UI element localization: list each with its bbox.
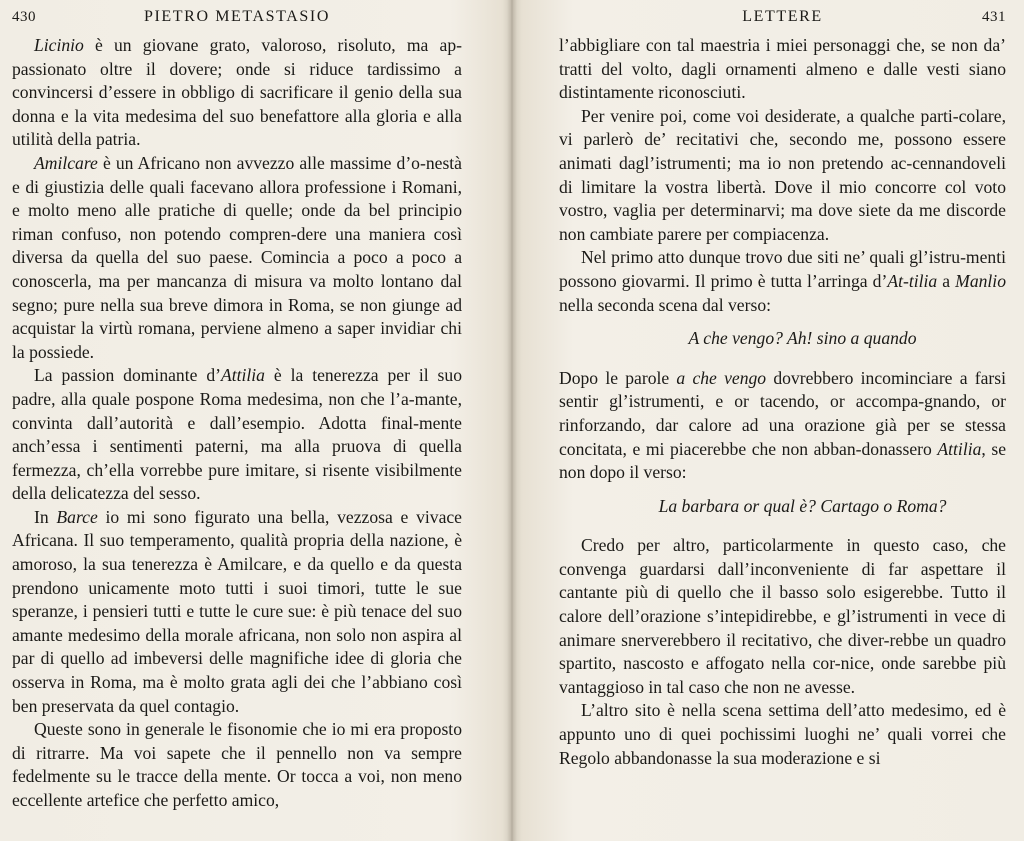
text-run: dovrebbero incominciare a farsi sentir gl’istrumenti, e or tacendo, or accompa-gnando, or rinforzando, dar calore ad una orazione già per se stessa concitata, e mi piacerebbe che non abban-donassero	[559, 367, 1006, 459]
paragraph	[559, 534, 1006, 699]
left-body-text	[12, 34, 462, 813]
text-run: , se non dopo il verso:	[559, 438, 1007, 483]
text-run: l’abbigliare con tal maestria i miei personaggi che, se non da’ tratti del volto, dagli ornamenti almeno e dalle vesti siano distintamente riconosciuti.	[559, 35, 1006, 103]
right-running-head	[559, 0, 1006, 34]
verse-quote: A che vengo? Ah! sino a quando	[688, 328, 917, 349]
paragraph	[12, 364, 462, 506]
left-page-number: 430	[12, 9, 36, 25]
text-run: La passion dominante d’	[34, 365, 221, 386]
italic-text: Manlio	[955, 270, 1006, 291]
text-run: nella seconda scena dal verso:	[559, 294, 772, 315]
paragraph	[12, 34, 462, 152]
right-page	[512, 0, 1024, 841]
right-body-text	[559, 34, 1006, 770]
text-run: Nel primo atto dunque trovo due siti ne’ quali gl’istru-menti possono giovarmi. Il primo è tutta l’arringa d’	[559, 247, 1006, 291]
italic-text: Amilcare	[34, 152, 98, 173]
paragraph	[12, 152, 462, 364]
right-running-title: LETTERE	[742, 8, 823, 25]
paragraph	[12, 506, 462, 718]
italic-text: Attilia	[220, 365, 265, 386]
text-run: Per venire poi, come voi desiderate, a qualche parti-colare, vi parlerò de’ recitativi che, secondo me, possono essere animati dagl’istrumenti; ma io non pretendo ac-cennandoveli di limitare la vostra libertà. Dove il mio concorre col voto vostro, vaglia per determinarvi; ma dove siete da me discorde non cambiate parere per compiacenza.	[559, 105, 1006, 244]
italic-text: Attilia	[937, 438, 982, 459]
verse-quote: La barbara or qual è? Cartago o Roma?	[658, 495, 947, 516]
text-run: In	[34, 506, 57, 527]
text-run: Dopo le parole	[559, 367, 677, 388]
text-run: è la tenerezza per il suo padre, alla quale pospone Roma medesima, non che l’a-mante, convinta dall’autorità e dall’esempio. Adotta final-mente anch’essa i sentimenti paterni, ma alla pruova di quella fermezza, ch’ella vorrebbe pure imitare, si risente visibilmente della delicatezza del sesso.	[12, 365, 462, 504]
italic-text: At-tilia	[887, 270, 938, 291]
italic-text: Barce	[56, 506, 98, 527]
text-run: Queste sono in generale le fisonomie che io mi era proposto di ritrarre. Ma voi sapete che il pennello non va sempre fedelmente su le tracce della mente. Or tocca a voi, non meno eccellente artefice che perfetto amico,	[12, 719, 462, 810]
left-running-title: PIETRO METASTASIO	[144, 8, 330, 25]
paragraph	[559, 367, 1006, 485]
paragraph	[559, 699, 1006, 770]
italic-text: a che vengo	[676, 367, 767, 388]
italic-text: Licinio	[34, 35, 84, 55]
paragraph	[559, 105, 1006, 247]
paragraph	[12, 718, 462, 812]
right-page-number: 431	[982, 9, 1006, 25]
text-run: è un giovane grato, valoroso, risoluto, ma ap-passionato oltre il dovere; onde si riduce tardissimo a convincersi d’essere in obbligo di sacrificare il genio della sua donna e la vita medesima del suo benefattore alla gloria e alla utilità della patria.	[12, 35, 462, 150]
text-run: a	[937, 270, 956, 291]
text-run: io mi sono figurato una bella, vezzosa e vivace Africana. Il suo temperamento, qualità propria della nazione, è amoroso, la sua tenerezza è Amilcare, e da quello e da questa prendono unicamente moto tutti i suoi timori, tutte le sue speranze, i pensieri tutti e tutte le cure sue: è più tenace del suo amante medesimo della morale africana, non solo non aspira al par di quello ad imbeversi delle magnifiche idee di gloria che osserva in Roma, ma è molto grata agli dei che l’abbiano così ben preservata da quel contagio.	[12, 506, 462, 716]
text-run: L’altro sito è nella scena settima dell’atto medesimo, ed è appunto uno di quei pochissimi luoghi ne’ quali vorrei che Regolo abbandonasse la sua moderazione e si	[559, 700, 1006, 768]
text-run: è un Africano non avvezzo alle massime d’o-nestà e di giustizia delle quali facevano allora professione i Romani, e molto meno alle pratiche di quelle; onde da bel principio riman confuso, non potendo compren-dere una maniera così diversa da quella del suo paese. Comincia a poco a poco a conoscerla, ma per mancanza di misura va molto lontano dal segno; pure nella sua breve dimora in Roma, se non giunge ad acquistar la virtù romana, perviene almeno a saper invidiar chi la possiede.	[12, 152, 462, 362]
left-running-head	[12, 0, 462, 34]
paragraph	[559, 34, 1006, 105]
text-run: Credo per altro, particolarmente in questo caso, che convenga guardarsi dall’inconveniente di far aspettare il cantante più di quello che il basso solo esigerebbe. Tutto il calore dell’orazione s’intepidirebbe, e gl’istrumenti in vece di animare snerverebbero il recitativo, che diver-rebbe un quadro spartito, nascosto e affogato nella cor-nice, onde sarebbe più vantaggioso in tal caso che non ne avesse.	[559, 535, 1006, 697]
paragraph	[559, 246, 1006, 317]
